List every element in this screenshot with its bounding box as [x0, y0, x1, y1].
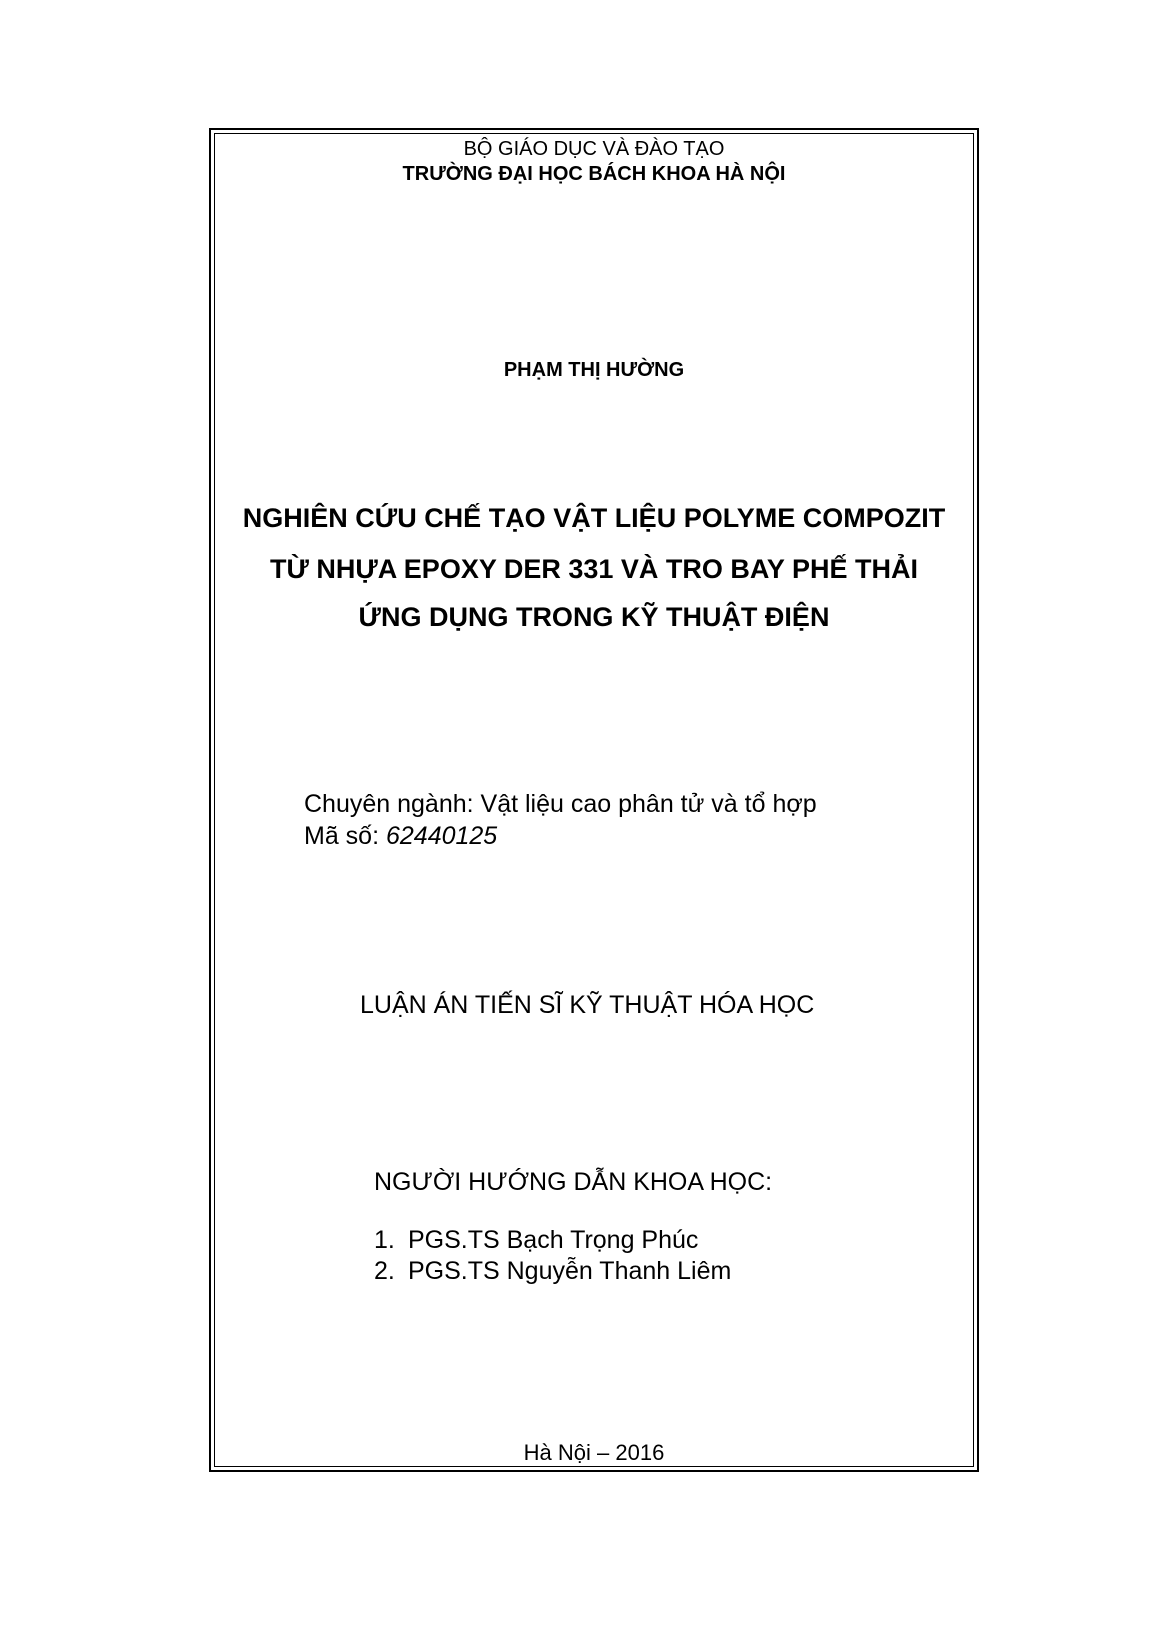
- specialization-value: Vật liệu cao phân tử và tổ hợp: [480, 790, 817, 818]
- program-code-label: Mã số:: [304, 822, 386, 850]
- degree-title: LUẬN ÁN TIẾN SĨ KỸ THUẬT HÓA HỌC: [360, 991, 815, 1019]
- supervisor-number: 1.: [374, 1226, 395, 1254]
- supervisors-heading: NGƯỜI HƯỚNG DẪN KHOA HỌC:: [374, 1168, 773, 1196]
- supervisor-name: PGS.TS Nguyễn Thanh Liêm: [408, 1257, 732, 1285]
- specialization-label: Chuyên ngành:: [304, 790, 481, 818]
- supervisor-item: [374, 1257, 731, 1286]
- author-name: PHẠM THỊ HƯỜNG: [503, 359, 685, 381]
- specialization: [304, 790, 817, 819]
- supervisor-name: PGS.TS Bạch Trọng Phúc: [408, 1226, 699, 1254]
- thesis-title-line-2: TỪ NHỰA EPOXY DER 331 VÀ TRO BAY PHẾ THẢI: [270, 554, 918, 584]
- thesis-title-line-1: NGHIÊN CỨU CHẾ TẠO VẬT LIỆU POLYME COMPOZIT: [242, 503, 946, 533]
- ministry-name: BỘ GIÁO DỤC VÀ ĐÀO TẠO: [463, 138, 725, 160]
- program-code: [304, 822, 497, 851]
- university-name: TRƯỜNG ĐẠI HỌC BÁCH KHOA HÀ NỘI: [402, 163, 786, 185]
- supervisor-number: 2.: [374, 1257, 395, 1285]
- thesis-title-line-3: ỨNG DỤNG TRONG KỸ THUẬT ĐIỆN: [358, 602, 830, 632]
- supervisor-item: [374, 1226, 698, 1255]
- place-and-year: Hà Nội – 2016: [523, 1440, 665, 1465]
- program-code-value: 62440125: [385, 822, 498, 850]
